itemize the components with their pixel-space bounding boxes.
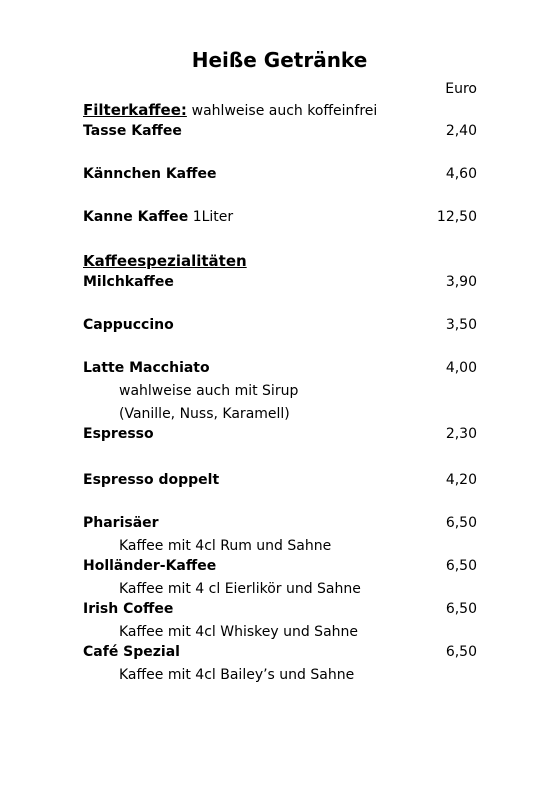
item-description: wahlweise auch mit Sirup <box>119 383 299 399</box>
section-heading: Kaffeespezialitäten <box>83 252 247 270</box>
item-name: Kännchen Kaffee <box>83 166 217 182</box>
item-extra: 1Liter <box>192 209 234 225</box>
section-kaffeespezialitaeten <box>83 250 247 272</box>
item-price: 3,90 <box>445 274 477 290</box>
menu-item <box>83 556 477 576</box>
item-name: Holländer-Kaffee <box>83 558 217 574</box>
item-price: 3,50 <box>445 317 477 333</box>
menu-item <box>83 513 477 533</box>
item-name: Tasse Kaffee <box>83 123 182 139</box>
menu-item <box>83 315 477 335</box>
menu-item <box>83 164 477 184</box>
item-price: 12,50 <box>436 209 477 225</box>
item-description: (Vanille, Nuss, Karamell) <box>119 406 290 422</box>
menu-item <box>83 207 477 227</box>
item-description: Kaffee mit 4cl Whiskey und Sahne <box>119 624 359 640</box>
item-description: Kaffee mit 4cl Bailey’s und Sahne <box>119 667 355 683</box>
item-description: Kaffee mit 4cl Rum und Sahne <box>119 538 332 554</box>
item-name: Café Spezial <box>83 644 180 660</box>
item-name: Espresso doppelt <box>83 472 220 488</box>
item-name: Pharisäer <box>83 515 159 531</box>
item-name: Espresso <box>83 426 154 442</box>
item-name: Milchkaffee <box>83 274 174 290</box>
currency-label: Euro <box>445 81 477 97</box>
item-price: 6,50 <box>445 558 477 574</box>
menu-item <box>83 470 477 490</box>
item-name: Cappuccino <box>83 317 174 333</box>
item-price: 2,30 <box>445 426 477 442</box>
item-price: 6,50 <box>445 515 477 531</box>
section-note-text: wahlweise auch koffeinfrei <box>191 103 378 119</box>
item-name: Kanne Kaffee <box>83 209 189 225</box>
item-price: 4,00 <box>445 360 477 376</box>
menu-item <box>83 121 477 141</box>
item-name: Irish Coffee <box>83 601 174 617</box>
item-price: 6,50 <box>445 601 477 617</box>
item-price: 6,50 <box>445 644 477 660</box>
menu-item <box>83 424 477 444</box>
menu-item <box>83 358 477 378</box>
section-note <box>192 103 378 119</box>
section-heading: Filterkaffee: <box>83 101 187 119</box>
item-description: Kaffee mit 4 cl Eierlikör und Sahne <box>119 581 361 597</box>
item-price: 4,20 <box>445 472 477 488</box>
menu-item <box>83 642 477 662</box>
menu-item <box>83 599 477 619</box>
menu-item <box>83 272 477 292</box>
item-price: 2,40 <box>445 123 477 139</box>
section-filterkaffee <box>83 99 377 122</box>
item-name: Latte Macchiato <box>83 360 210 376</box>
page-title: Heiße Getränke <box>191 48 368 72</box>
item-price: 4,60 <box>445 166 477 182</box>
